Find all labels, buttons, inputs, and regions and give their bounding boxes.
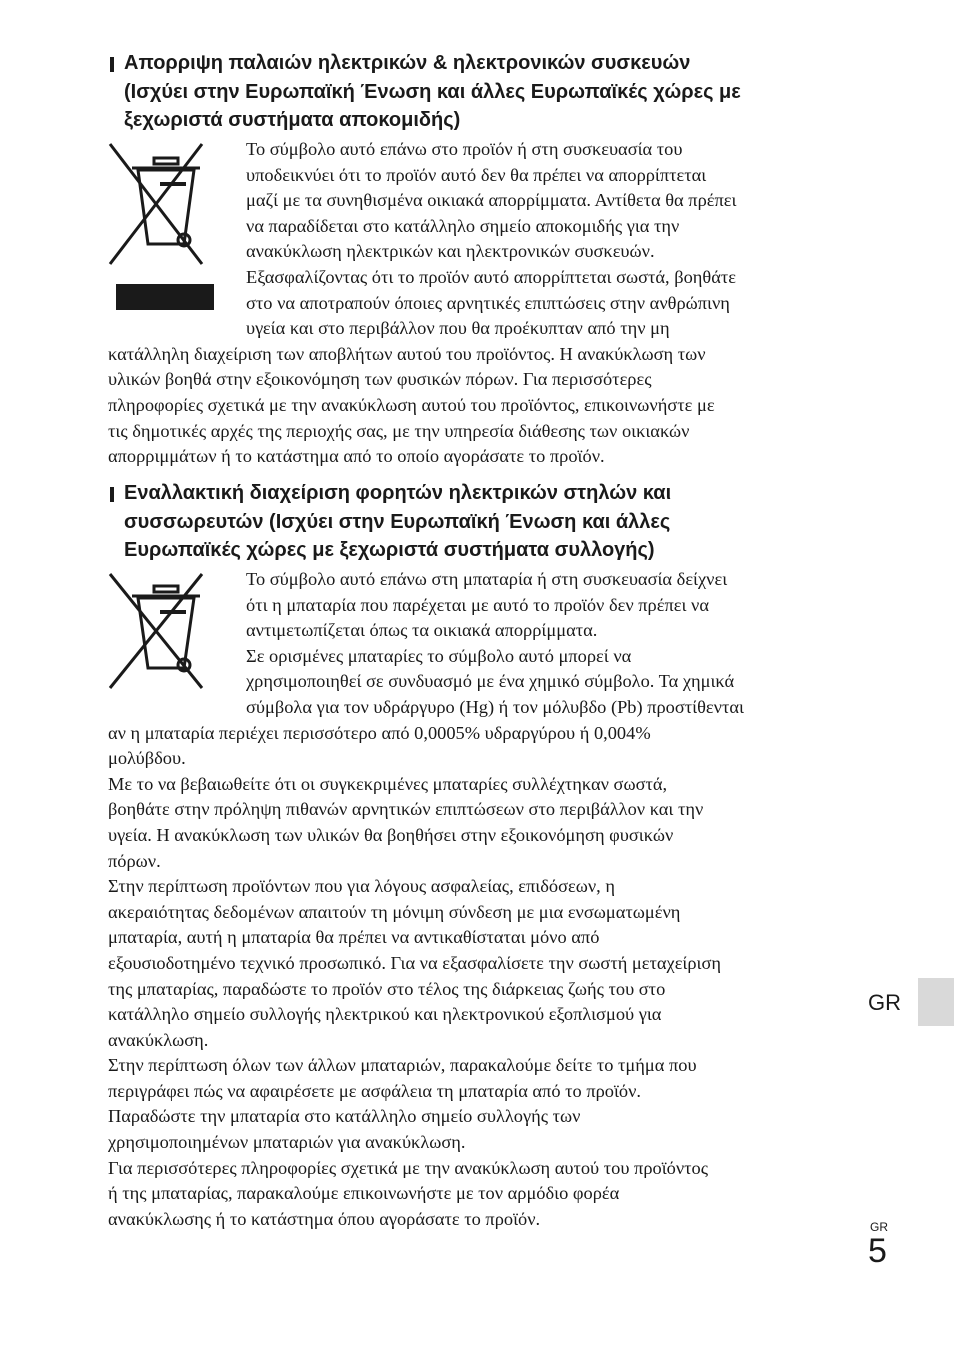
section2-heading xyxy=(110,479,870,565)
section2-body-line: Το σύμβολο αυτό επάνω στη μπαταρία ή στη συσκευασία δείχνει xyxy=(246,569,728,589)
section2-body-line: υγεία. Η ανακύκλωση των υλικών θα βοηθήσει στην εξοικονόμηση φυσικών xyxy=(108,824,674,845)
section1-heading xyxy=(110,49,870,135)
section2-body-line: χρησιμοποιημένων μπαταριών για ανακύκλωση. xyxy=(108,1132,466,1153)
section2-body-line: Παραδώστε την μπαταρία στο κατάλληλο σημείο συλλογής των xyxy=(108,1106,581,1127)
section1-body-line: να παραδίδεται στο κατάλληλο σημείο αποκομιδής για την xyxy=(246,215,680,236)
section2-body-line: Για περισσότερες πληροφορίες σχετικά με την ανακύκλωση αυτού του προϊόντος xyxy=(108,1157,709,1178)
section1-body xyxy=(108,137,868,470)
section1-body-line: υγεία και στο περιβάλλον που θα προέκυπταν από την μη xyxy=(246,318,670,339)
section2-body-line: Στην περίπτωση όλων των άλλων μπαταριών, παρακαλούμε δείτε το τμήμα που xyxy=(108,1055,697,1076)
section2-body-line: Στην περίπτωση προϊόντων που για λόγους ασφαλείας, επιδόσεων, η xyxy=(108,876,615,897)
section2-body-line: αν η μπαταρία περιέχει περισσότερο από 0,0005% υδραργύρου ή 0,004% xyxy=(108,722,651,743)
section1-title-line-2: (Ισχύει στην Ευρωπαϊκή Ένωση και άλλες Ευρωπαϊκές χώρες με xyxy=(124,80,741,103)
section2-body-line: ακεραιότητας δεδομένων απαιτούν τη μόνιμη σύνδεση με μια ενσωματωμένη xyxy=(108,901,681,922)
section2-body-line: σύμβολα για τον υδράργυρο (Hg) ή τον μόλυβδο (Pb) προστίθενται xyxy=(246,696,744,717)
section2-title-line-3: Ευρωπαϊκές χώρες με ξεχωριστά συστήματα συλλογής) xyxy=(124,539,655,561)
section1-body-line: στο να αποτραπούν όποιες αρνητικές επιπτώσεις στην ανθρώπινη xyxy=(246,292,730,313)
section1-body-line: κατάλληλη διαχείριση των αποβλήτων αυτού του προϊόντος. Η ανακύκλωση των xyxy=(108,343,706,364)
section2-body xyxy=(108,567,868,1232)
section2-title-line-1: Εναλλακτική διαχείριση φορητών ηλεκτρικών στηλών και xyxy=(124,482,672,504)
section2-body-line: αντιμετωπίζεται όπως τα οικιακά απορρίμματα. xyxy=(246,620,598,641)
section2-body-line: ανακύκλωσης ή το κατάστημα όπου αγοράσατε το προϊόν. xyxy=(108,1208,541,1229)
section1-body-line: μαζί με τα συνηθισμένα οικιακά απορρίμματα. Αντίθετα θα πρέπει xyxy=(246,190,737,211)
section2-body-line: ανακύκλωση. xyxy=(108,1029,209,1050)
section2-body-line: της μπαταρίας, παραδώστε το προϊόν στο τέλος της διάρκειας ζωής του στο xyxy=(108,978,666,999)
footer-language: GR xyxy=(870,1220,888,1234)
language-tab-label: GR xyxy=(868,990,901,1015)
section1-body-line: ανακύκλωση ηλεκτρικών και ηλεκτρονικών συσκευών. xyxy=(246,241,655,262)
section2-body-line: ότι η μπαταρία που παρέχεται με αυτό το προϊόν δεν πρέπει να xyxy=(246,594,709,615)
section2-body-line: εξουσιοδοτημένο τεχνικό προσωπικό. Για να εξασφαλίσετε την σωστή μεταχείριση xyxy=(108,952,722,973)
section1-body-line: πληροφορίες σχετικά με την ανακύκλωση αυτού του προϊόντος, επικοινωνήστε με xyxy=(108,394,715,415)
page-number: 5 xyxy=(868,1232,887,1270)
section2-body-line: πόρων. xyxy=(108,850,161,871)
section2-body-line: μπαταρία, αυτή η μπαταρία θα πρέπει να αντικαθίσταται μόνο από xyxy=(108,927,600,948)
section2-body-line: κατάλληλο σημείο συλλογής ηλεκτρικού και ηλεκτρονικού εξοπλισμού για xyxy=(108,1004,662,1025)
section1-body-line: υποδεικνύει ότι το προϊόν αυτό δεν θα πρέπει να απορρίπτεται xyxy=(246,164,707,185)
language-tab xyxy=(918,978,954,1026)
section1-body-line: Το σύμβολο αυτό επάνω στο προϊόν ή στη συσκευασία του xyxy=(246,139,683,159)
section2-title-line-2: συσσωρευτών (Ισχύει στην Ευρωπαϊκή Ένωση και άλλες xyxy=(124,510,671,533)
section1-body-line: Εξασφαλίζοντας ότι το προϊόν αυτό απορρίπτεται σωστά, βοηθάτε xyxy=(246,266,736,287)
section2-body-line: βοηθάτε στην πρόληψη πιθανών αρνητικών επιπτώσεων στο περιβάλλον και την xyxy=(108,799,704,820)
section1-title-line-1: Απορριψη παλαιών ηλεκτρικών & ηλεκτρονικών συσκευών xyxy=(124,52,691,74)
section1-body-line: τις δημοτικές αρχές της περιοχής σας, με την υπηρεσία διάθεσης των οικιακών xyxy=(108,420,690,441)
heading-marker xyxy=(110,487,114,502)
section2-body-line: Σε ορισμένες μπαταρίες το σύμβολο αυτό μπορεί να xyxy=(246,645,632,666)
section1-title-line-3: ξεχωριστά συστήματα αποκομιδής) xyxy=(124,109,461,131)
section2-body-line: μολύβδου. xyxy=(108,748,186,769)
section2-body-line: περιγράφει πώς να αφαιρέσετε με ασφάλεια τη μπαταρία από το προϊόν. xyxy=(108,1080,642,1101)
section1-body-line: υλικών βοηθά στην εξοικονόμηση των φυσικών πόρων. Για περισσότερες xyxy=(108,369,652,390)
section2-body-line: ή της μπαταρίας, παρακαλούμε επικοινωνήστε με τον αρμόδιο φορέα xyxy=(108,1183,620,1204)
section2-body-line: Με το να βεβαιωθείτε ότι οι συγκεκριμένες μπαταρίες συλλέχτηκαν σωστά, xyxy=(108,773,668,794)
heading-marker xyxy=(110,57,114,72)
section2-body-line: χρησιμοποιηθεί σε συνδυασμό με ένα χημικό σύμβολο. Τα χημικά xyxy=(246,671,735,692)
section1-body-line: απορριμμάτων ή το κατάστημα από το οποίο αγοράσατε το προϊόν. xyxy=(108,446,605,467)
